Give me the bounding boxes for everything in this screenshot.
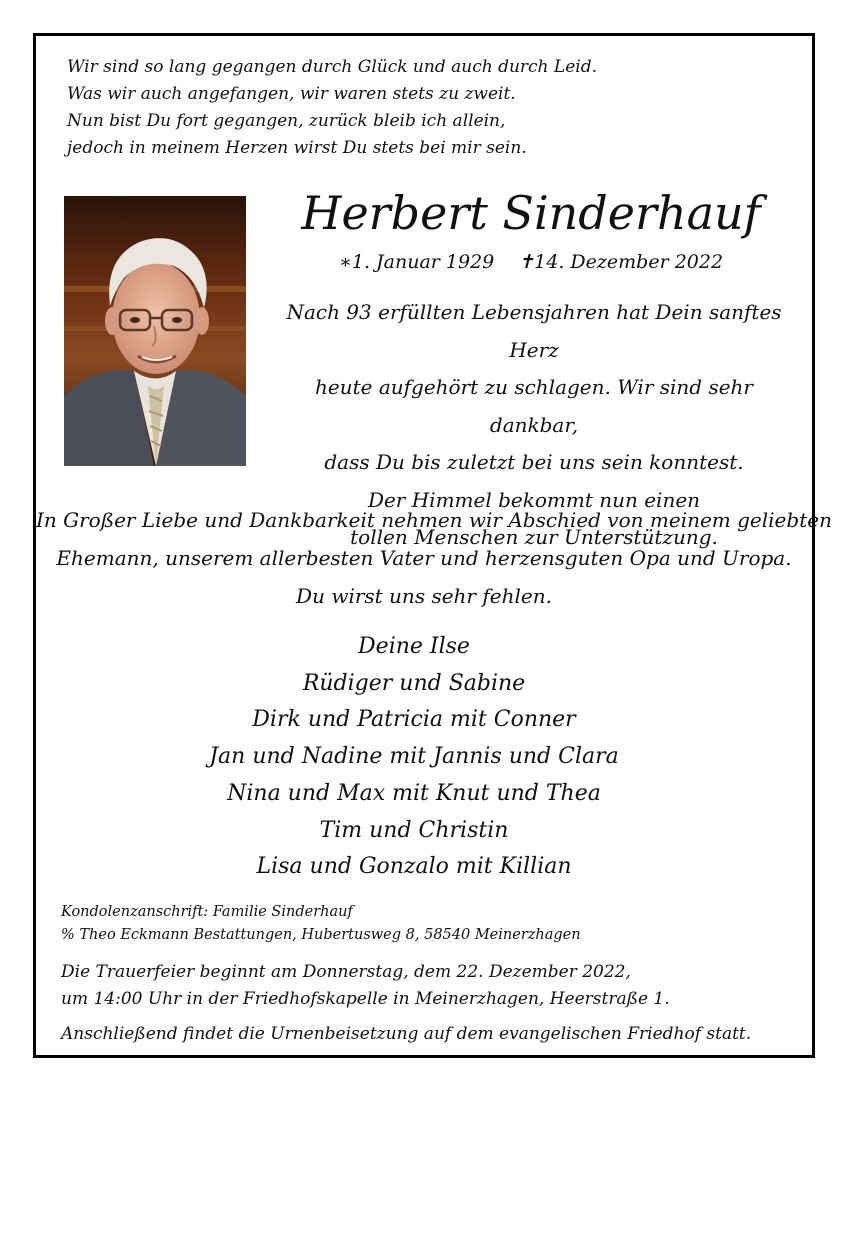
burial-line: Anschließend findet die Urnenbeisetzung auf dem evangelischen Friedhof statt. [61,1024,752,1044]
family-member: Deine Ilse [358,634,470,659]
intro-line: heute aufgehört zu schlagen. Wir sind sehr dankbar, [315,375,753,437]
poem-line: jedoch in meinem Herzen wirst Du stets bei mir sein. [67,138,527,158]
intro-line: tollen Menschen zur Unterstützung. [350,525,718,549]
intro-line: Nach 93 erfüllten Lebensjahren hat Dein sanftes Herz [286,300,782,362]
poem-line: Wir sind so lang gegangen durch Glück und auch durch Leid. [67,57,597,77]
family-list [36,629,792,886]
deceased-name: Herbert Sinderhauf [301,186,761,240]
farewell-line: Du wirst uns sehr fehlen. [296,584,552,608]
service-line: Die Trauerfeier beginnt am Donnerstag, dem 22. Dezember 2022, [61,962,631,982]
condolence-line: % Theo Eckmann Bestattungen, Hubertusweg 8, 58540 Meinerzhagen [61,927,581,943]
poem-line: Was wir auch angefangen, wir waren stets zu zweit. [67,84,516,104]
poem-line: Nun bist Du fort gegangen, zurück bleib ich allein, [67,111,506,131]
death-cross-icon: ✝ [518,251,535,273]
family-member: Dirk und Patricia mit Conner [252,707,576,733]
birth-date: 1. Januar 1929 [351,251,495,273]
farewell-text [36,501,832,615]
family-member: Rüdiger und Sabine [302,670,526,696]
portrait-photo [64,196,246,466]
farewell-line: Ehemann, unserem allerbesten Vater und herzensguten Opa und Uropa. [56,546,792,570]
condolence-address [61,901,781,947]
family-member: Tim und Christin [319,817,509,843]
burial-info [61,1021,791,1048]
service-line: um 14:00 Uhr in der Friedhofskapelle in Meinerzhagen, Heerstraße 1. [61,989,670,1009]
intro-line: dass Du bis zuletzt bei uns sein konntest. [324,450,744,474]
death-date: 14. Dezember 2022 [534,251,724,273]
funeral-service-info [61,959,791,1013]
farewell-line: In Großer Liebe und Dankbarkeit nehmen wir Abschied von meinem geliebten [36,508,832,532]
life-dates [256,248,806,276]
poem [67,54,767,162]
family-member: Lisa und Gonzalo mit Killian [256,854,572,880]
family-member: Jan und Nadine mit Jannis und Clara [209,744,619,770]
family-member: Nina und Max mit Knut und Thea [227,780,601,806]
condolence-line: Kondolenzanschrift: Familie Sinderhauf [61,904,353,920]
obituary-frame [33,33,832,1058]
intro-line: Der Himmel bekommt nun einen [367,487,701,512]
birth-star-icon: ∗ [338,251,352,273]
